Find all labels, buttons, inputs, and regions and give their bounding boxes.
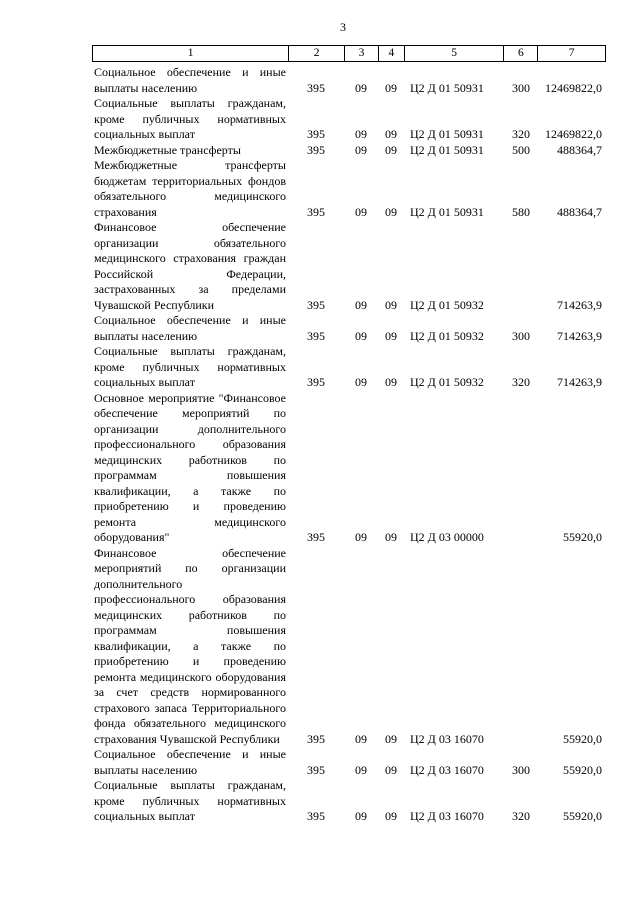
row-expense-type: 580: [512, 204, 530, 219]
row-amount: 714263,9: [557, 328, 602, 343]
row-amount: 488364,7: [557, 204, 602, 219]
table-row: [92, 313, 606, 344]
row-subsection: 09: [385, 328, 397, 343]
row-ministry-code: 395: [307, 809, 325, 823]
row-amount: 55920,0: [563, 809, 602, 823]
row-ministry-code: 395: [307, 127, 325, 141]
header-cell-5: 5: [404, 46, 504, 61]
row-ministry-code: 395: [307, 297, 325, 312]
row-subsection: 09: [385, 809, 397, 823]
row-amount: 12469822,0: [545, 80, 602, 95]
row-description: Социальные выплаты гражданам, кроме публичных нормативных социальных выплат: [94, 96, 286, 141]
row-description: Основное мероприятие "Финансовое обеспечение мероприятий по организации дополнительного профессионального образования медицинских работников по программам повышения квалификации, а также по приобретению и проведению ремонта медицинского оборудования": [94, 390, 286, 544]
row-expense-type: 300: [512, 80, 530, 95]
row-target-article: Ц2 Д 01 50931: [410, 127, 484, 141]
row-amount: 714263,9: [557, 297, 602, 312]
row-subsection: 09: [385, 297, 397, 312]
page-number: 3: [340, 20, 346, 34]
row-ministry-code: 395: [307, 762, 325, 777]
header-cell-1: 1: [187, 47, 194, 59]
row-section: 09: [355, 731, 367, 746]
row-target-article: Ц2 Д 01 50932: [410, 297, 484, 312]
row-section: 09: [355, 297, 367, 312]
header-cell-6: 6: [503, 46, 537, 61]
row-description: Межбюджетные трансферты: [94, 142, 241, 157]
row-target-article: Ц2 Д 01 50931: [410, 80, 484, 95]
row-section: 09: [355, 809, 367, 823]
row-description: Финансовое обеспечение организации обязательного медицинского страхования граждан Российской Федерации, застрахованных за пределами Чувашской Республики: [94, 220, 286, 312]
row-target-article: Ц2 Д 01 50931: [410, 204, 484, 219]
table-row: [92, 143, 606, 159]
row-ministry-code: 395: [307, 80, 325, 95]
row-section: 09: [355, 328, 367, 343]
row-amount: 55920,0: [563, 530, 602, 544]
row-description: Социальное обеспечение и иные выплаты населению: [94, 747, 286, 777]
header-cell-3: 3: [344, 46, 378, 61]
row-amount: 714263,9: [557, 375, 602, 389]
row-target-article: Ц2 Д 01 50932: [410, 375, 484, 389]
row-subsection: 09: [385, 530, 397, 544]
row-section: 09: [355, 762, 367, 777]
row-expense-type: 300: [512, 762, 530, 777]
row-ministry-code: 395: [307, 204, 325, 219]
row-subsection: 09: [385, 127, 397, 141]
row-ministry-code: 395: [307, 328, 325, 343]
row-section: 09: [355, 142, 367, 157]
row-description: Социальное обеспечение и иные выплаты населению: [94, 313, 286, 343]
row-amount: 488364,7: [557, 142, 602, 157]
row-subsection: 09: [385, 762, 397, 777]
table-body: [92, 65, 606, 825]
row-subsection: 09: [385, 375, 397, 389]
row-amount: 55920,0: [563, 731, 602, 746]
table-row: [92, 220, 606, 313]
row-target-article: Ц2 Д 01 50932: [410, 328, 484, 343]
row-target-article: Ц2 Д 03 16070: [410, 809, 484, 823]
row-ministry-code: 395: [307, 142, 325, 157]
row-ministry-code: 395: [307, 375, 325, 389]
row-subsection: 09: [385, 731, 397, 746]
row-target-article: Ц2 Д 03 16070: [410, 762, 484, 777]
table-row: [92, 391, 606, 546]
row-section: 09: [355, 80, 367, 95]
row-expense-type: 320: [512, 375, 530, 389]
row-section: 09: [355, 530, 367, 544]
row-target-article: Ц2 Д 03 16070: [410, 731, 484, 746]
row-expense-type: 500: [512, 142, 530, 157]
row-subsection: 09: [385, 204, 397, 219]
row-description: Социальные выплаты гражданам, кроме публичных нормативных социальных выплат: [94, 778, 286, 823]
row-subsection: 09: [385, 80, 397, 95]
row-section: 09: [355, 204, 367, 219]
row-amount: 55920,0: [563, 762, 602, 777]
table-row: [92, 546, 606, 748]
table-row: [92, 778, 606, 825]
table-row: [92, 96, 606, 143]
row-ministry-code: 395: [307, 530, 325, 544]
row-target-article: Ц2 Д 01 50931: [410, 142, 484, 157]
header-cell-2: 2: [288, 46, 344, 61]
table-row: [92, 747, 606, 778]
row-expense-type: 320: [512, 809, 530, 823]
row-section: 09: [355, 127, 367, 141]
row-ministry-code: 395: [307, 731, 325, 746]
budget-table: [92, 45, 606, 825]
row-section: 09: [355, 375, 367, 389]
header-cell-4: 4: [378, 46, 404, 61]
row-expense-type: 300: [512, 328, 530, 343]
row-description: Межбюджетные трансферты бюджетам территориальных фондов обязательного медицинского страхования: [94, 158, 286, 219]
row-subsection: 09: [385, 142, 397, 157]
table-row: [92, 158, 606, 220]
row-description: Социальные выплаты гражданам, кроме публичных нормативных социальных выплат: [94, 344, 286, 389]
row-description: Финансовое обеспечение мероприятий по организации дополнительного профессионального образования медицинских работников по программам повышения квалификации, а также по приобретению и проведению ремонта медицинского оборудования за счет средств нормированного страхового запаса Территориального фонда обязательного медицинского страхования Чувашской Республики: [94, 545, 286, 746]
row-expense-type: 320: [512, 127, 530, 141]
table-header: [92, 45, 606, 62]
row-target-article: Ц2 Д 03 00000: [410, 530, 484, 544]
row-amount: 12469822,0: [545, 127, 602, 141]
table-row: [92, 344, 606, 391]
header-cell-7: 7: [537, 46, 605, 61]
table-row: [92, 65, 606, 96]
row-description: Социальное обеспечение и иные выплаты населению: [94, 65, 286, 95]
